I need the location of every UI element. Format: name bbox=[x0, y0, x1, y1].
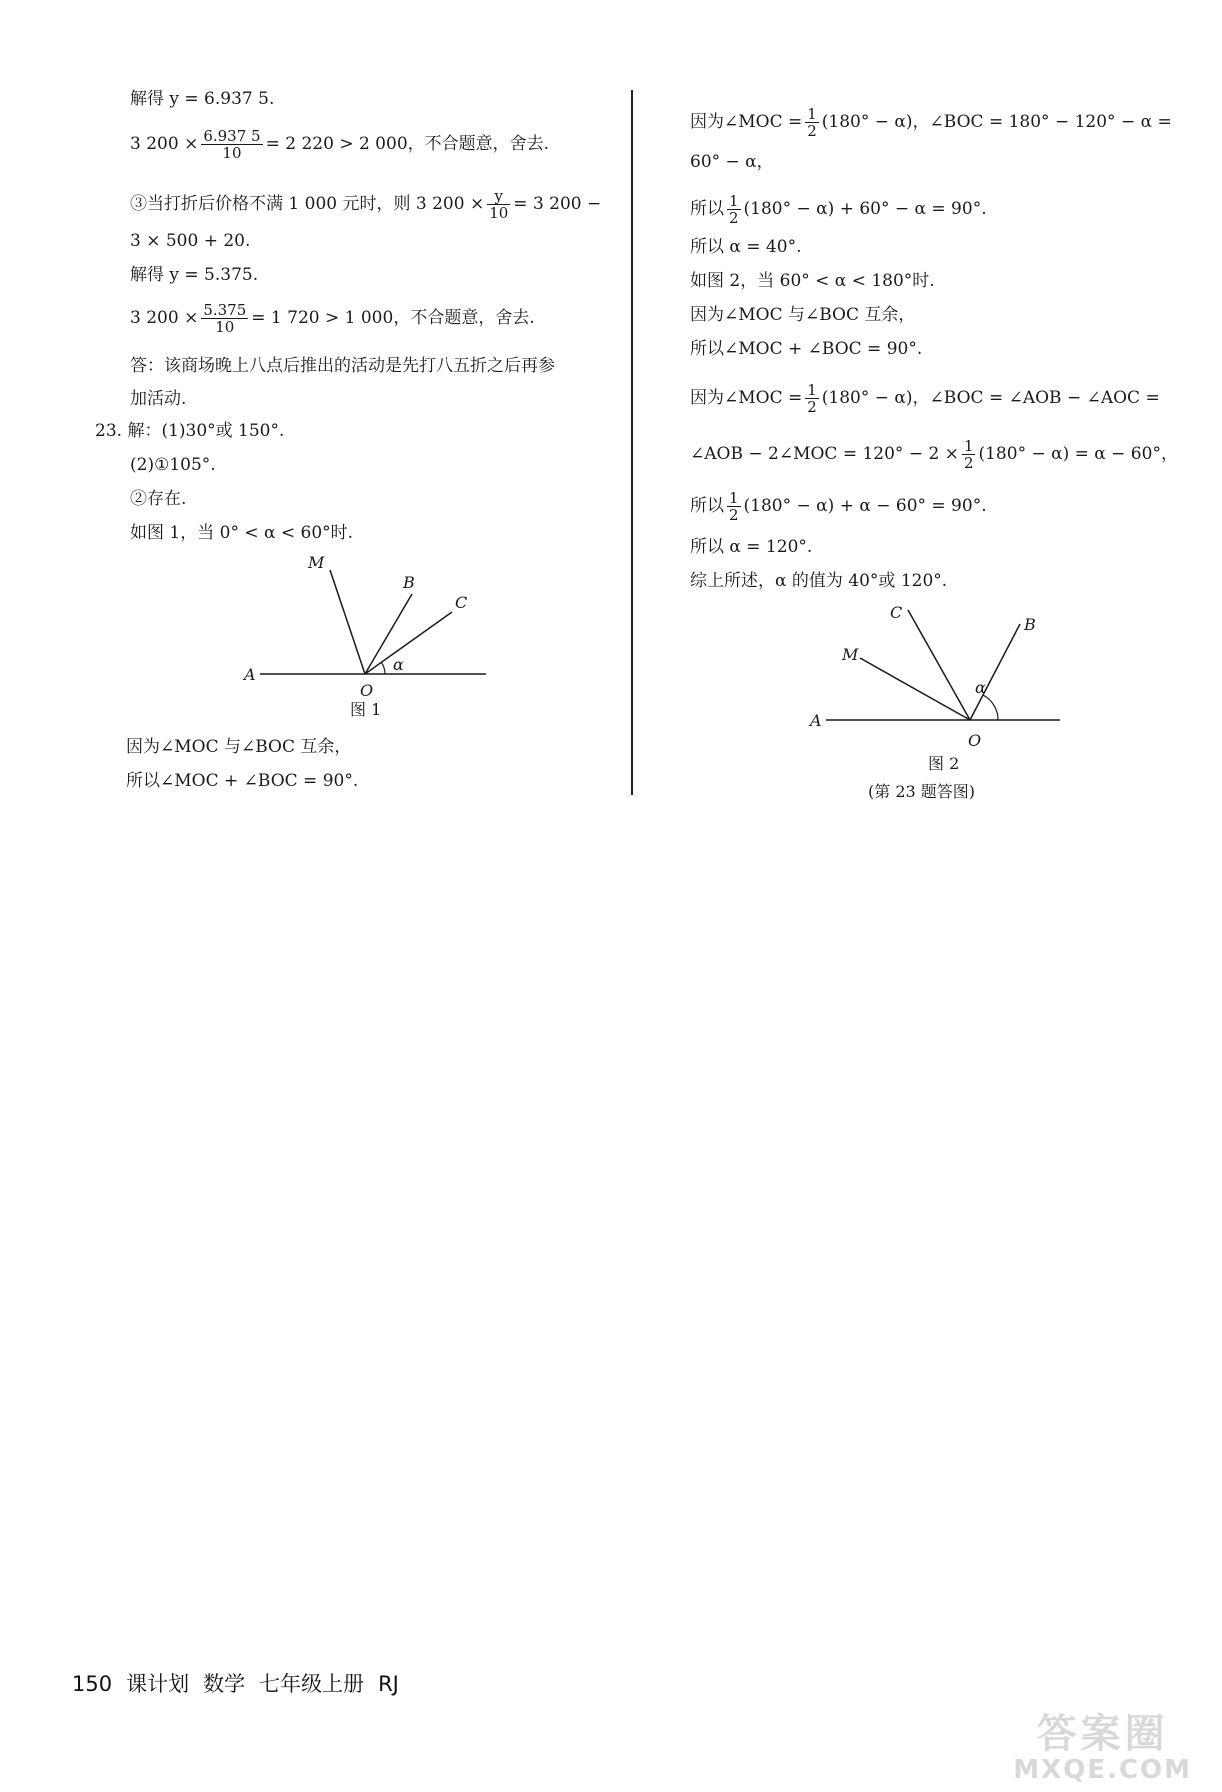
solution-line: 因为∠MOC 与∠BOC 互余， bbox=[690, 305, 916, 325]
label-b: B bbox=[1024, 615, 1036, 634]
solution-line: 所以∠MOC + ∠BOC = 90°. bbox=[690, 339, 923, 359]
label-a: A bbox=[244, 665, 256, 684]
label-a: A bbox=[810, 711, 822, 730]
label-alpha: α bbox=[975, 678, 986, 697]
ray-oc bbox=[365, 612, 452, 674]
watermark-url: MXQE.COM bbox=[1013, 1755, 1192, 1785]
figure-group-caption: (第 23 题答图) bbox=[868, 782, 976, 801]
solution-line: 3 × 500 + 20. bbox=[130, 231, 251, 251]
solution-line: 因为∠MOC = $\frac{1}{2}$ (180° − α)，∠BOC = ∠AOB − ∠AOC = bbox=[690, 381, 1160, 416]
solution-line: 加活动. bbox=[130, 389, 187, 409]
solution-line: 所以 $\frac{1}{2}$ (180° − α) + 60° − α = 90°. bbox=[690, 192, 987, 227]
label-o: O bbox=[360, 681, 374, 700]
ray-om bbox=[860, 658, 970, 720]
label-m: M bbox=[842, 645, 859, 664]
solution-line: 如图 1，当 0° < α < 60°时. bbox=[130, 523, 354, 543]
solution-line: 答：该商场晚上八点后推出的活动是先打八五折之后再参 bbox=[130, 356, 555, 376]
watermark bbox=[1013, 1712, 1192, 1784]
solution-line: 所以∠MOC + ∠BOC = 90°. bbox=[126, 771, 359, 791]
solution-line: ∠AOB − 2∠MOC = 120° − 2 × $\frac{1}{2}$ (180° − α) = α − 60°， bbox=[690, 437, 1178, 472]
label-o: O bbox=[968, 731, 982, 750]
label-b: B bbox=[403, 573, 415, 592]
solution-line: ②存在. bbox=[130, 489, 187, 509]
solution-line: 3 200 × $\frac{5.375}{10}$ = 1 720 > 1 000，不合题意，舍去. bbox=[130, 301, 535, 336]
figure-2-caption: 图 2 bbox=[928, 754, 960, 773]
solution-line: 解得 y = 5.375. bbox=[130, 265, 259, 285]
column-divider bbox=[631, 90, 633, 795]
solution-line: 解得 y = 6.937 5. bbox=[130, 89, 275, 109]
figure-1 bbox=[230, 550, 500, 700]
problem-23-heading: 23. 解：(1)30°或 150°. bbox=[95, 421, 285, 441]
grade: 七年级上册 bbox=[259, 1672, 365, 1696]
solution-line: 综上所述，α 的值为 40°或 120°. bbox=[690, 571, 948, 591]
ray-om bbox=[330, 570, 365, 674]
edition: RJ bbox=[378, 1672, 399, 1696]
label-alpha: α bbox=[393, 655, 404, 674]
solution-line: (2)①105°. bbox=[130, 455, 216, 475]
solution-line: 所以 α = 40°. bbox=[690, 237, 802, 257]
solution-line: ③当打折后价格不满 1 000 元时，则 3 200 × $\frac{y}{10}$ = 3 200 − bbox=[130, 187, 602, 222]
solution-line: 因为∠MOC 与∠BOC 互余， bbox=[126, 737, 352, 757]
solution-line: 所以 $\frac{1}{2}$ (180° − α) + α − 60° = 90°. bbox=[690, 489, 987, 524]
angle-alpha-arc bbox=[381, 662, 385, 674]
solution-line: 如图 2，当 60° < α < 180°时. bbox=[690, 271, 935, 291]
figure-1-caption: 图 1 bbox=[350, 700, 382, 719]
ray-oc bbox=[908, 610, 970, 720]
angle-alpha-arc bbox=[983, 695, 998, 720]
label-c: C bbox=[455, 593, 468, 612]
label-m: M bbox=[308, 553, 325, 572]
ray-ob bbox=[365, 594, 412, 674]
figure-2 bbox=[790, 600, 1090, 755]
page-number: 150 bbox=[72, 1672, 113, 1696]
watermark-title: 答案圈 bbox=[1036, 1711, 1169, 1757]
solution-line: 60° − α， bbox=[690, 152, 774, 172]
solution-line: 因为∠MOC = $\frac{1}{2}$ (180° − α)，∠BOC = 180° − 120° − α = bbox=[690, 105, 1172, 140]
book-title: 课计划 bbox=[126, 1672, 190, 1696]
page-footer bbox=[72, 1668, 413, 1698]
label-c: C bbox=[890, 603, 903, 622]
subject: 数学 bbox=[203, 1672, 246, 1696]
solution-line: 3 200 × $\frac{6.937 5}{10}$ = 2 220 > 2 000，不合题意，舍去. bbox=[130, 127, 550, 162]
ray-ob bbox=[970, 624, 1020, 720]
solution-line: 所以 α = 120°. bbox=[690, 537, 813, 557]
